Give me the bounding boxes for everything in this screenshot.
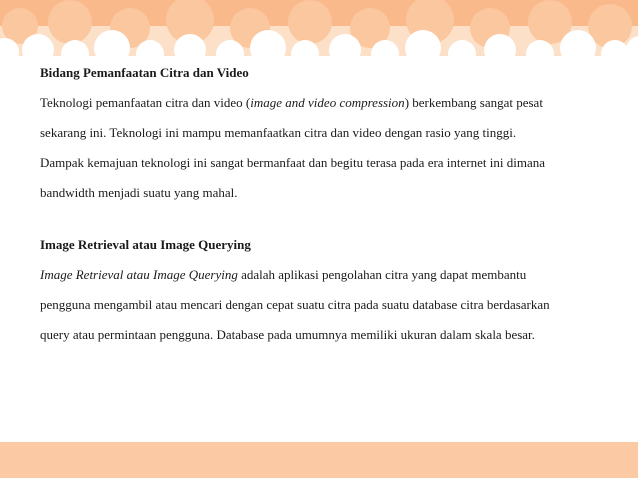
text-run: ) berkembang sangat pesat <box>404 95 543 110</box>
section-heading-image-retrieval: Image Retrieval atau Image Querying <box>40 237 251 252</box>
section-heading-pemanfaatan: Bidang Pemanfaatan Citra dan Video <box>40 65 249 80</box>
footer-band <box>0 442 638 478</box>
italic-term: image and video compression <box>250 95 405 110</box>
paragraph-line: query atau permintaan pengguna. Database pada umumnya memiliki ukuran dalam skala besar. <box>40 327 535 342</box>
section-image-retrieval <box>40 230 610 350</box>
paragraph-line: Dampak kemajuan teknologi ini sangat bermanfaat dan begitu terasa pada era internet ini dimana <box>40 155 546 170</box>
paragraph-line <box>40 260 610 290</box>
slide-content <box>40 58 610 350</box>
italic-term: Image Retrieval atau Image Querying <box>40 267 238 282</box>
text-run: Teknologi pemanfaatan citra dan video ( <box>40 95 251 110</box>
paragraph-line: sekarang ini. Teknologi ini mampu memanfaatkan citra dan video dengan rasio yang tinggi. <box>40 125 517 140</box>
paragraph-line: bandwidth menjadi suatu yang mahal. <box>40 185 238 200</box>
cloud-header-decoration <box>0 0 638 64</box>
text-run: adalah aplikasi pengolahan citra yang dapat membantu <box>237 267 527 282</box>
paragraph-line: pengguna mengambil atau mencari dengan cepat suatu citra pada suatu database citra berdasarkan <box>40 297 550 312</box>
paragraph-line <box>40 88 610 118</box>
